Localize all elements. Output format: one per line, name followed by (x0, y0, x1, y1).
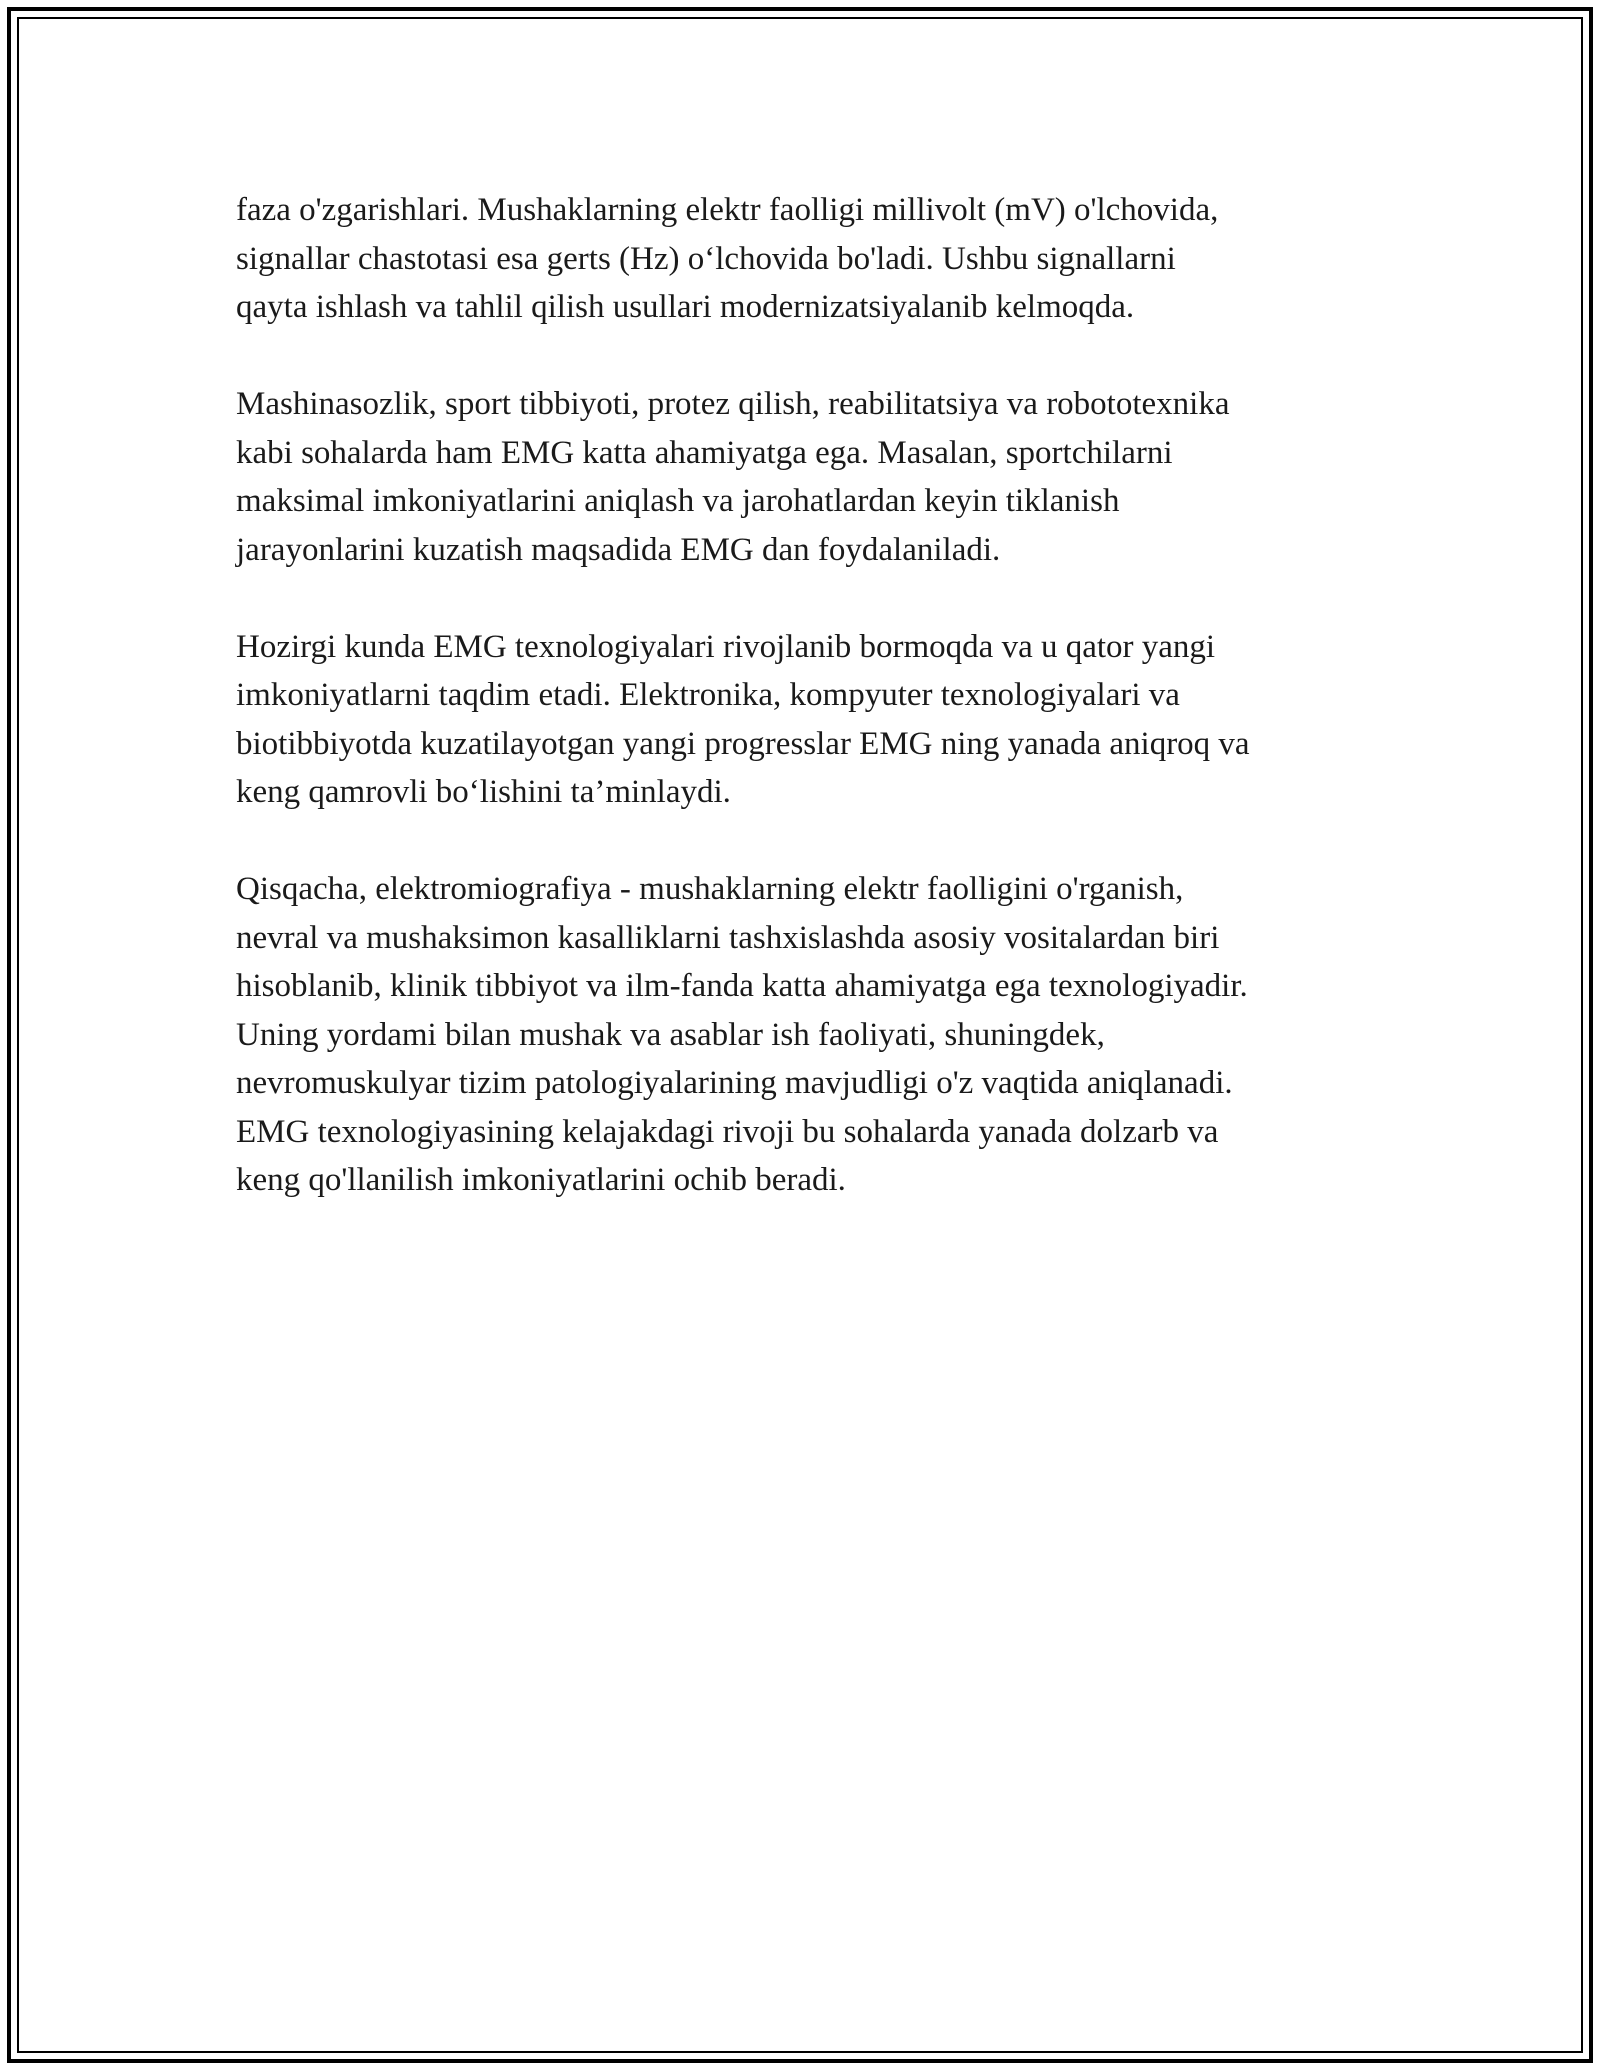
text-line: keng qamrovli bo‘lishini ta’minlaydi. (236, 774, 731, 810)
text-line: keng qo'llanilish imkoniyatlarini ochib beradi. (236, 1162, 846, 1198)
text-line: signallar chastotasi esa gerts (Hz) o‘lchovida bo'ladi. Ushbu signallarni (236, 240, 1176, 277)
paragraph (236, 380, 1386, 574)
text-line: faza o'zgarishlari. Mushaklarning elektr faolligi millivolt (mV) o'lchovida, (236, 192, 1219, 228)
text-line: nevral va mushaksimon kasalliklarni tashxislashda asosiy vositalardan biri (236, 919, 1220, 956)
text-line: Hozirgi kunda EMG texnologiyalari rivojlanib bormoqda va u qator yangi (236, 628, 1216, 665)
text-line: imkoniyatlarni taqdim etadi. Elektronika, kompyuter texnologiyalari va (236, 677, 1180, 713)
text-line: biotibbiyotda kuzatilayotgan yangi progresslar EMG ning yanada aniqroq va (236, 725, 1250, 762)
document-body (236, 186, 1386, 1253)
text-line: Qisqacha, elektromiografiya - mushaklarning elektr faolligini o'rganish, (236, 871, 1184, 907)
text-line: Mashinasozlik, sport tibbiyoti, protez qilish, reabilitatsiya va robototexnika (236, 386, 1230, 422)
text-line: hisoblanib, klinik tibbiyot va ilm-fanda katta ahamiyatga ega texnologiyadir. (236, 968, 1248, 1004)
paragraph (236, 623, 1386, 817)
text-line: nevromuskulyar tizim patologiyalarining mavjudligi o'z vaqtida aniqlanadi. (236, 1065, 1233, 1101)
text-line: jarayonlarini kuzatish maqsadida EMG dan foydalaniladi. (236, 531, 1001, 568)
paragraph (236, 186, 1386, 332)
text-line: EMG texnologiyasining kelajakdagi rivoji bu sohalarda yanada dolzarb va (236, 1113, 1219, 1150)
text-line: Uning yordami bilan mushak va asablar ish faoliyati, shuningdek, (236, 1016, 1105, 1053)
text-line: maksimal imkoniyatlarini aniqlash va jarohatlardan keyin tiklanish (236, 483, 1120, 519)
text-line: qayta ishlash va tahlil qilish usullari modernizatsiyalanib kelmoqda. (236, 289, 1135, 325)
paragraph (236, 865, 1386, 1205)
text-line: kabi sohalarda ham EMG katta ahamiyatga ega. Masalan, sportchilarni (236, 434, 1173, 471)
